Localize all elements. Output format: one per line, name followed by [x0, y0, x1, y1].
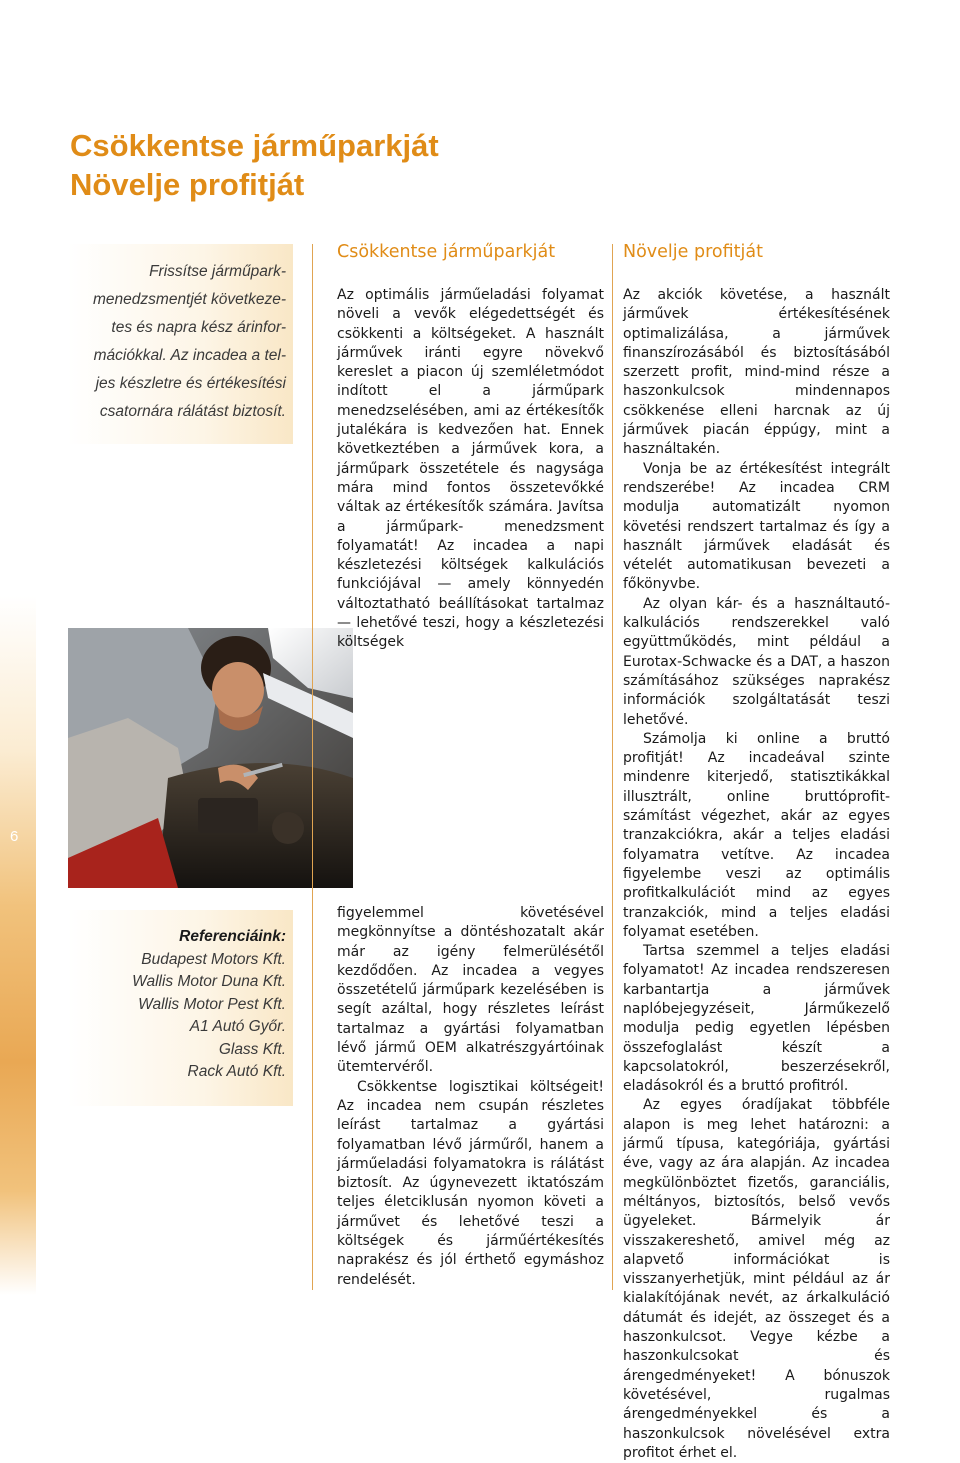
right-column-paragraph: Tartsa szemmel a teljes eladási folyamatot! Az incadea rendszeresen karbantartja a járművek naplóbejegyzéseit, Járműkezelő modulja pedig egyetlen lépésben összefoglalást készít a kapcsolatokról, beszerzésekről, eladásokról és a bruttó profitról.	[623, 943, 890, 1095]
page-title	[70, 126, 439, 204]
left-column-heading: Csökkentse járműparkját	[337, 242, 556, 262]
right-column-paragraph: Vonja be az értékesítést integrált rendszerébe! Az incadea CRM modulja automatizált nyomon követési rendszert tartalmaz és így a használt járművek eladását és vételét automatikusan bevezeti a főkönyvbe.	[623, 460, 890, 593]
right-column-paragraph: Az olyan kár- és a használtautó-kalkulációs rendszerekkel való együttműködés, mint például a Eurotax-Schwacke és a DAT, a haszon számításához szükséges naprakész információk szolgáltatását teszi lehetővé.	[623, 595, 890, 728]
reference-item: A1 Autó Győr.	[189, 1018, 286, 1035]
column-divider-left	[312, 244, 313, 1290]
reference-item: Wallis Motor Duna Kft.	[132, 973, 286, 990]
left-column-paragraph: figyelemmel követésével megkönnyítse a döntéshozatalt akár már az igény felmerülésétől kezdődően. Az incadea a vegyes összetételű járműpark kezelésében is segít azáltal, hogy részletes leírást tartalmaz a gyártási folyamatban lévő jármű OEM alkatrészgyártóinak ütemtervéről.	[337, 905, 604, 1076]
right-column-paragraph: Számolja ki online a bruttó profitját! Az incadeával szinte mindenre kiterjedő, statisztikákkal illusztrált, online bruttóprofit-számítást végezhet, akár az egyes tranzakciókra, akár a teljes eladási folyamatra vetítve. Az incadea figyelembe veszi az optimális profitkalkulációt mind az egyes tranzakciók, mind a teljes eladási folyamat esetében.	[623, 730, 890, 940]
reference-item: Rack Autó Kft.	[187, 1063, 286, 1080]
column-divider-right	[612, 244, 613, 1290]
title-line-2: Növelje profitját	[70, 167, 305, 202]
reference-item: Budapest Motors Kft.	[141, 950, 286, 968]
title-line-1: Csökkentse járműparkját	[70, 128, 439, 163]
left-column-top-text	[337, 286, 604, 653]
left-column-paragraph: Az optimális járműeladási folyamat növeli a vevők elégedettségét és csökkenti a költségeket. A használt járművek iránti egyre növekvő kereslet a piacon új szemléletmódot indított el a járműpark menedzselésében, ami az értékesítők jutalékára is kedvezően hat. Ennek következtében a járművek kora, a járműpark összetétele és nagysága mára mind fontos összetevőkké váltak az értékesítők számára. Javítsa a járműpark- menedzsment folyamatát! Az incadea a napi készletezési költségek kalkulációs funkciójával — amely könnyedén változtatható beállításokat tartalmaz — lehetővé teszi, hogy a készletezési költségek	[337, 287, 604, 651]
references-list	[76, 926, 286, 1084]
reference-item: Glass Kft.	[218, 1040, 286, 1058]
right-column-paragraph: Az egyes óradíjakat többféle alapon is meg lehet határozni: a jármű típusa, kategóriája, gyártási éve, vagy az ára alapján. Az incadea megkülönböztet fizetős, garanciális, méltányos, biztosítós, belső vevős ügyeleket. Bármelyik ár visszakereshető, amivel még az alapvető információkat is visszanyerhetjük, mint például az ár kialakítójának nevét, az árkalkuláció dátumát és idejét, az összeget és a haszonkulcsot. Vegye kézbe a haszonkulcsokat és árengedményeket! A bónuszok követésével, rugalmas árengedményekkel és a haszonkulcsok növelésével extra profitot érhet el.	[623, 1097, 890, 1461]
intro-text: Frissítse járműpark-menedzsmentjét következe-tes és napra kész árinfor-mációkkal. Az incadea a tel-jes készletre és értékesítési csatornára rálátást biztosít.	[93, 263, 286, 420]
page-edge-gradient	[0, 0, 36, 1295]
right-column-paragraph: Az akciók követése, a használt járművek értékesítésének optimalizálása, a járművek finanszírozásából és biztosításából szerzett profit, mind-mind része a haszonkulcsok mindennapos csökkenése elleni harcnak az új járművek piacán éppúgy, mint a használtakén.	[623, 287, 890, 458]
left-column-bottom-text	[337, 904, 604, 1290]
page-number: 6	[10, 828, 19, 845]
right-column-text	[623, 286, 890, 1463]
mechanic-photo	[68, 628, 353, 888]
reference-item: Wallis Motor Pest Kft.	[138, 995, 286, 1013]
left-column-paragraph: Csökkentse logisztikai költségeit! Az incadea nem csupán részletes leírást tartalmaz a gyártási folyamatban lévő járműről, hanem a járműeladási folyamatokra is rálátást biztosít. Az úgynevezett iktatószám teljes életciklusán nyomon követi a járművet és lehetővé teszi a költségek és járműértékesítés naprakész és jól érthető egymáshoz rendelését.	[337, 1078, 604, 1288]
right-column-heading: Növelje profitját	[623, 242, 763, 262]
references-heading: Referenciáink:	[179, 928, 286, 945]
